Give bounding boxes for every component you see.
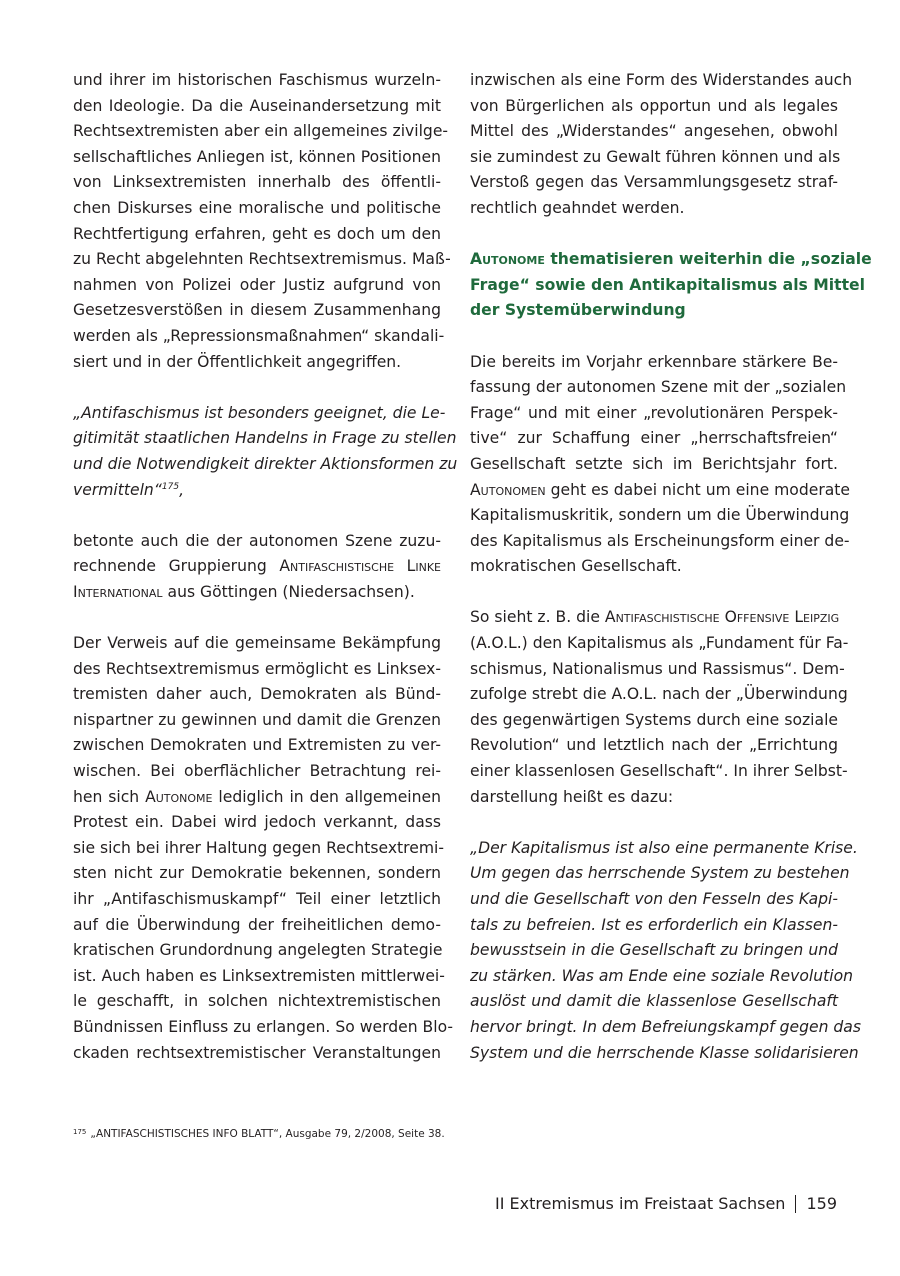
- text-line: sie sich bei ihrer Haltung gegen Rechtsextremi-: [73, 838, 444, 857]
- text-line: nispartner zu gewinnen und damit die Grenzen: [73, 710, 441, 729]
- page-footer: [495, 1194, 837, 1213]
- text-line: auf die Überwindung der freiheitlichen demo-: [73, 915, 441, 934]
- text-line: le geschafft, in solchen nichtextremistischen: [73, 992, 441, 1011]
- text-line: Verstoß gegen das Versammlungsgesetz straf-: [470, 173, 838, 192]
- text-line: [470, 478, 851, 504]
- text-line: sellschaftliches Anliegen ist, können Positionen: [73, 147, 441, 166]
- text-line: mokratischen Gesellschaft.: [470, 557, 682, 576]
- text-span: rechnende Gruppierung: [73, 557, 267, 576]
- text-line: sie zumindest zu Gewalt führen können und als: [470, 147, 841, 166]
- text-line: Frage“ und mit einer „revolutionären Perspek-: [470, 403, 838, 422]
- text-line: siert und in der Öffentlichkeit angegriffen.: [73, 352, 402, 371]
- heading-line: [470, 247, 872, 273]
- text-line: zufolge strebt die A.O.L. nach der „Überwindung: [470, 685, 848, 704]
- text-span: geht es dabei nicht um eine moderate: [550, 480, 851, 499]
- left-column: [73, 68, 458, 1092]
- heading-text: thematisieren weiterhin die „soziale: [550, 250, 872, 269]
- body-paragraph: [73, 529, 441, 606]
- text-line: werden als „Repressionsmaßnahmen“ skandali-: [73, 326, 445, 345]
- text-line: [73, 785, 441, 811]
- block-quote: [73, 401, 458, 503]
- body-paragraph: [470, 350, 851, 580]
- body-paragraph: [470, 605, 849, 810]
- text-line: des gegenwärtigen Systems durch eine soziale: [470, 710, 838, 729]
- quote-line: und die Notwendigkeit direkter Aktionsformen zu: [73, 454, 458, 473]
- text-line: sten nicht zur Demokratie bekennen, sondern: [73, 864, 441, 883]
- text-line: ihr „Antifaschismuskampf“ Teil einer letztlich: [73, 890, 441, 908]
- text-line: ckaden rechtsextremistischer Veranstaltungen: [73, 1043, 441, 1062]
- organization-name: Antifaschistische Linke: [279, 557, 441, 576]
- text-line: Gesetzesverstößen in diesem Zusammenhang: [73, 301, 441, 320]
- text-span: So sieht z. B. die: [470, 608, 600, 627]
- quote-text: vermitteln“: [73, 480, 162, 499]
- text-line: Kapitalismuskritik, sondern um die Überwindung: [470, 506, 850, 525]
- text-line: fassung der autonomen Szene mit der „sozialen: [470, 378, 847, 397]
- page-number: 159: [806, 1194, 837, 1213]
- footnote-text: „ANTIFASCHISTISCHES INFO BLATT“, Ausgabe 79, 2/2008, Seite 38.: [90, 1128, 445, 1140]
- text-line: rechtlich geahndet werden.: [470, 198, 685, 217]
- text-line: kratischen Grundordnung angelegten Strategie: [73, 941, 443, 960]
- quote-punctuation: ,: [179, 480, 185, 499]
- quote-line: auslöst und damit die klassenlose Gesellschaft: [470, 992, 838, 1011]
- quote-line: gitimität staatlichen Handelns in Frage zu stellen: [73, 429, 457, 448]
- right-column: [470, 68, 872, 1092]
- text-line: Gesellschaft setzte sich im Berichtsjahr fort.: [470, 454, 838, 473]
- text-line: betonte auch die der autonomen Szene zuzu-: [73, 531, 441, 550]
- text-line: Bündnissen Einfluss zu erlangen. So werden Blo-: [73, 1017, 454, 1036]
- text-line: einer klassenlosen Gesellschaft“. In ihrer Selbst-: [470, 762, 848, 781]
- text-line: chen Diskurses eine moralische und politische: [73, 198, 441, 217]
- text-line: von Bürgerlichen als opportun und als legales: [470, 96, 838, 115]
- organization-name: Autonomen: [470, 480, 546, 499]
- quote-line: und die Gesellschaft von den Fesseln des Kapi-: [470, 890, 838, 908]
- text-line: zwischen Demokraten und Extremisten zu ver-: [73, 736, 441, 755]
- text-line: Der Verweis auf die gemeinsame Bekämpfung: [73, 634, 441, 653]
- quote-line: [73, 478, 441, 504]
- text-line: [73, 580, 441, 606]
- text-line: [470, 605, 838, 631]
- text-line: [73, 554, 441, 580]
- text-line: den Ideologie. Da die Auseinandersetzung mit: [73, 96, 441, 115]
- footer-divider: [795, 1195, 796, 1213]
- text-line: (A.O.L.) den Kapitalismus als „Fundament für Fa-: [470, 634, 849, 653]
- text-line: nahmen von Polizei oder Justiz aufgrund von: [73, 275, 441, 294]
- organization-name: International: [73, 582, 163, 601]
- organization-name: Antifaschistische Offensive Leipzig: [604, 608, 840, 627]
- text-line: des Rechtsextremismus ermöglicht es Linksex-: [73, 659, 441, 678]
- quote-line: hervor bringt. In dem Befreiungskampf gegen das: [470, 1017, 861, 1036]
- heading-organization: Autonome: [470, 250, 545, 269]
- quote-line: zu stärken. Was am Ende eine soziale Revolution: [470, 966, 854, 985]
- text-line: wischen. Bei oberflächlicher Betrachtung rei-: [73, 762, 441, 781]
- text-line: Rechtsextremisten aber ein allgemeines zivilge-: [73, 122, 449, 141]
- text-line: inzwischen als eine Form des Widerstandes auch: [470, 71, 853, 89]
- quote-line: „Antifaschismus ist besonders geeignet, die Le-: [73, 403, 446, 422]
- quote-line: System und die herrschende Klasse solidarisieren: [470, 1043, 859, 1062]
- quote-line: Um gegen das herrschende System zu bestehen: [470, 864, 850, 883]
- footnote-reference[interactable]: 175: [161, 481, 180, 492]
- body-paragraph: [73, 68, 451, 375]
- quote-line: bewusstsein in die Gesellschaft zu bringen und: [470, 941, 838, 960]
- block-quote: [470, 836, 861, 1066]
- text-span: hen sich: [73, 787, 140, 806]
- text-line: Protest ein. Dabei wird jedoch verkannt, dass: [73, 813, 441, 832]
- text-line: Rechtfertigung erfahren, geht es doch um den: [73, 224, 441, 243]
- text-line: zu Recht abgelehnten Rechtsextremismus. Maß-: [73, 250, 451, 269]
- heading-line: Frage“ sowie den Antikapitalismus als Mittel: [470, 275, 865, 294]
- chapter-title: II Extremismus im Freistaat Sachsen: [495, 1194, 786, 1213]
- text-line: tive“ zur Schaffung einer „herrschaftsfreien“: [470, 429, 838, 448]
- body-paragraph: [470, 68, 853, 222]
- text-line: schismus, Nationalismus und Rassismus“. Dem-: [470, 659, 845, 678]
- body-paragraph: [73, 631, 454, 1066]
- text-line: und ihrer im historischen Faschismus wurzeln-: [73, 71, 441, 89]
- footnote: [73, 1128, 445, 1140]
- heading-line: der Systemüberwindung: [470, 301, 686, 320]
- footnote-number: 175: [73, 1128, 87, 1136]
- text-line: ist. Auch haben es Linksextremisten mittlerwei-: [73, 966, 445, 985]
- text-line: Mittel des „Widerstandes“ angesehen, obwohl: [470, 122, 838, 141]
- text-line: Revolution“ und letztlich nach der „Errichtung: [470, 736, 838, 755]
- text-line: tremisten daher auch, Demokraten als Bünd-: [73, 685, 441, 704]
- text-line: des Kapitalismus als Erscheinungsform einer de-: [470, 531, 850, 550]
- text-line: von Linksextremisten innerhalb des öffentli-: [73, 173, 441, 192]
- section-heading: [470, 247, 872, 324]
- quote-line: „Der Kapitalismus ist also eine permanente Krise.: [470, 838, 858, 857]
- quote-line: tals zu befreien. Ist es erforderlich ein Klassen-: [470, 915, 838, 934]
- text-line: darstellung heißt es dazu:: [470, 787, 674, 806]
- text-line: Die bereits im Vorjahr erkennbare stärkere Be-: [470, 352, 838, 371]
- organization-name: Autonome: [145, 787, 213, 806]
- text-span: aus Göttingen (Niedersachsen).: [167, 582, 415, 601]
- text-span: lediglich in den allgemeinen: [218, 787, 441, 806]
